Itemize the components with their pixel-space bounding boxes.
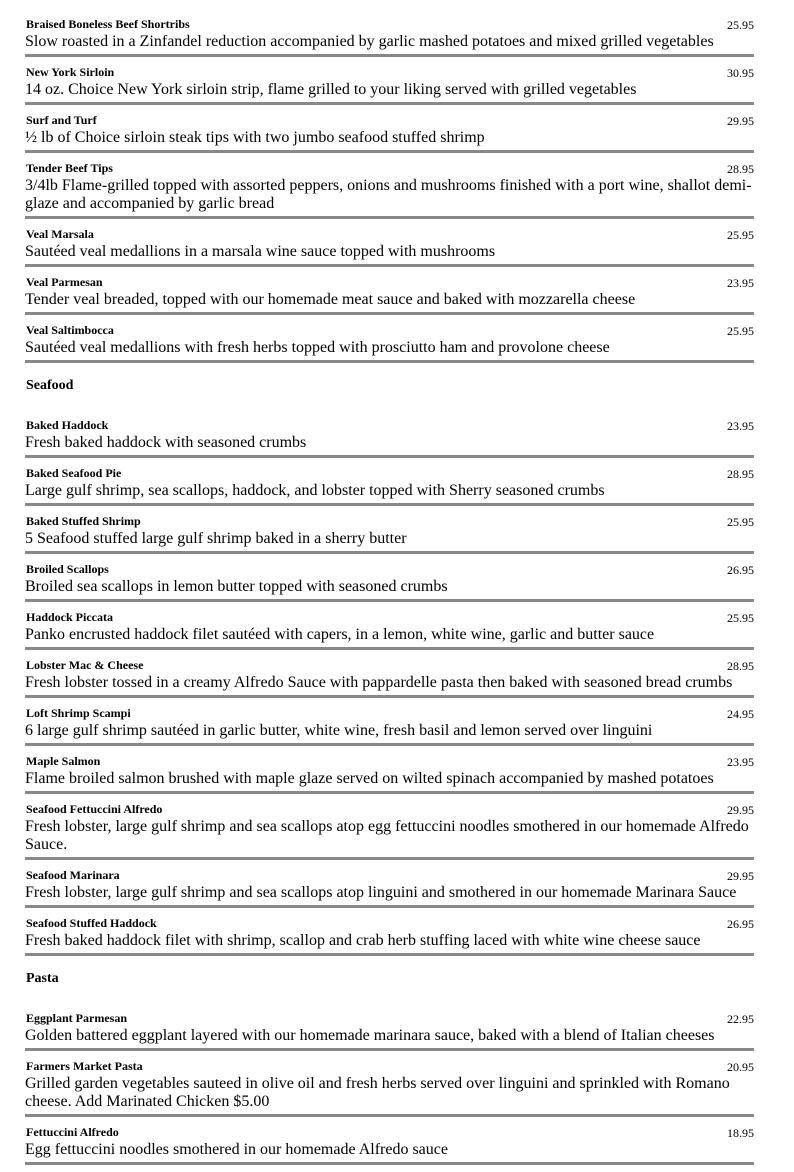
menu-item: [25, 657, 754, 698]
menu-item-description: Fresh lobster tossed in a creamy Alfredo Sauce with pappardelle pasta then baked with seasoned bread crumbs: [25, 674, 733, 691]
menu-item-name: Fettuccini Alfredo: [26, 1125, 119, 1139]
menu-item-header: [25, 322, 754, 339]
menu-item-description: Grilled garden vegetables sauteed in olive oil and fresh herbs served over linguini and sprinkled with Romano cheese. Add Marinated Chicken $5.00: [25, 1075, 730, 1110]
menu-item: [25, 1010, 754, 1051]
menu-item-description: Tender veal breaded, topped with our homemade meat sauce and baked with mozzarella cheese: [25, 291, 636, 308]
menu-item-price: 23.95: [727, 755, 754, 769]
menu-item-price: 28.95: [727, 162, 754, 176]
menu-item-price: 20.95: [727, 1060, 754, 1074]
menu-item-description: Egg fettuccini noodles smothered in our homemade Alfredo sauce: [25, 1141, 448, 1158]
menu-item-description: 5 Seafood stuffed large gulf shrimp baked in a sherry butter: [25, 530, 407, 547]
menu-item-description: Fresh lobster, large gulf shrimp and sea scallops atop linguini and smothered in our homemade Marinara Sauce: [25, 884, 737, 901]
menu-item-name: Maple Salmon: [26, 754, 101, 768]
menu-item-name: Broiled Scallops: [26, 562, 109, 576]
menu-item: [25, 1124, 754, 1165]
menu-item-description: Fresh baked haddock filet with shrimp, scallop and crab herb stuffing laced with white wine cheese sauce: [25, 932, 701, 949]
menu-item: [25, 226, 754, 267]
menu-item-description: Flame broiled salmon brushed with maple glaze served on wilted spinach accompanied by mashed potatoes: [25, 770, 714, 787]
menu-item-price: 28.95: [727, 659, 754, 673]
menu-item-name: Baked Stuffed Shrimp: [26, 514, 141, 528]
menu-item-price: 29.95: [727, 869, 754, 883]
menu-item-header: [25, 915, 754, 932]
menu-item-description: 3/4lb Flame-grilled topped with assorted peppers, onions and mushrooms finished with a port wine, shallot demi-glaze and accompanied by garlic bread: [25, 177, 752, 212]
menu-item-name: Haddock Piccata: [26, 610, 113, 624]
menu-item-name: Baked Seafood Pie: [26, 466, 122, 480]
menu-item-description: 6 large gulf shrimp sautéed in garlic butter, white wine, fresh basil and lemon served over linguini: [25, 722, 653, 739]
menu-item-description: ½ lb of Choice sirloin steak tips with two jumbo seafood stuffed shrimp: [25, 129, 485, 146]
menu-item-header: [25, 801, 754, 818]
menu-item: [25, 322, 754, 363]
menu-item-header: [25, 513, 754, 530]
menu-item-price: 25.95: [727, 228, 754, 242]
menu-item-price: 26.95: [727, 563, 754, 577]
menu-item-name: Veal Saltimbocca: [26, 323, 114, 337]
menu-item-header: [25, 417, 754, 434]
menu-item-price: 18.95: [727, 1126, 754, 1140]
menu-item-price: 25.95: [727, 18, 754, 32]
menu-item-name: Surf and Turf: [26, 113, 97, 127]
menu-item: [25, 705, 754, 746]
menu-item-description: Large gulf shrimp, sea scallops, haddock, and lobster topped with Sherry seasoned crumbs: [25, 482, 605, 499]
menu-item-header: [25, 609, 754, 626]
menu-item-price: 29.95: [727, 803, 754, 817]
menu-item-description: Slow roasted in a Zinfandel reduction accompanied by garlic mashed potatoes and mixed grilled vegetables: [25, 33, 714, 50]
menu-item-price: 23.95: [727, 419, 754, 433]
menu-item: [25, 609, 754, 650]
menu-item-price: 22.95: [727, 1012, 754, 1026]
menu-item-header: [25, 867, 754, 884]
menu-item-name: Veal Parmesan: [26, 275, 103, 289]
menu-item-header: [25, 226, 754, 243]
menu-item-description: Panko encrusted haddock filet sautéed with capers, in a lemon, white wine, garlic and butter sauce: [25, 626, 655, 643]
menu-item: [25, 1058, 754, 1117]
menu-item-name: Braised Boneless Beef Shortribs: [26, 17, 190, 31]
menu-item-description: Golden battered eggplant layered with our homemade marinara sauce, baked with a blend of Italian cheeses: [25, 1027, 715, 1044]
menu-item: [25, 160, 754, 219]
menu-item-header: [25, 112, 754, 129]
menu-item: [25, 801, 754, 860]
menu-item-name: Seafood Marinara: [26, 868, 120, 882]
menu-item: [25, 753, 754, 794]
menu-item-name: Seafood Stuffed Haddock: [26, 916, 157, 930]
section-heading: Pasta: [26, 971, 59, 986]
menu-item-header: [25, 1058, 754, 1075]
menu-item: [25, 915, 754, 956]
menu-item: [25, 16, 754, 57]
menu-item-header: [25, 16, 754, 33]
menu-item-price: 25.95: [727, 611, 754, 625]
menu-item-description: Broiled sea scallops in lemon butter topped with seasoned crumbs: [25, 578, 448, 595]
menu-item-name: Farmers Market Pasta: [26, 1059, 143, 1073]
menu-item: [25, 561, 754, 602]
menu-item-name: Lobster Mac & Cheese: [26, 658, 144, 672]
menu-item-header: [25, 465, 754, 482]
menu-item: [25, 867, 754, 908]
menu-item-name: Tender Beef Tips: [26, 161, 113, 175]
menu-item-price: 29.95: [727, 114, 754, 128]
menu-item-description: Fresh baked haddock with seasoned crumbs: [25, 434, 307, 451]
menu: [25, 16, 754, 1172]
menu-item: [25, 64, 754, 105]
menu-item-header: [25, 160, 754, 177]
menu-item-price: 26.95: [727, 917, 754, 931]
menu-item: [25, 513, 754, 554]
menu-item-description: 14 oz. Choice New York sirloin strip, flame grilled to your liking served with grilled vegetables: [25, 81, 637, 98]
menu-item-price: 28.95: [727, 467, 754, 481]
menu-item-header: [25, 561, 754, 578]
menu-item-header: [25, 64, 754, 81]
menu-item-header: [25, 753, 754, 770]
menu-item-header: [25, 705, 754, 722]
menu-item-name: Baked Haddock: [26, 418, 109, 432]
menu-item-header: [25, 1010, 754, 1027]
menu-item-header: [25, 657, 754, 674]
menu-item-header: [25, 274, 754, 291]
menu-item-price: 30.95: [727, 66, 754, 80]
menu-item-name: Loft Shrimp Scampi: [26, 706, 131, 720]
menu-item: [25, 417, 754, 458]
menu-item-price: 25.95: [727, 515, 754, 529]
menu-item-name: Seafood Fettuccini Alfredo: [26, 802, 163, 816]
menu-item-name: Veal Marsala: [26, 227, 94, 241]
menu-item-name: Eggplant Parmesan: [26, 1011, 128, 1025]
menu-item-description: Sautéed veal medallions in a marsala wine sauce topped with mushrooms: [25, 243, 496, 260]
menu-item-description: Sautéed veal medallions with fresh herbs topped with prosciutto ham and provolone cheese: [25, 339, 610, 356]
menu-item: [25, 465, 754, 506]
menu-item-price: 23.95: [727, 276, 754, 290]
section-heading: Seafood: [26, 378, 74, 393]
menu-item-description: Fresh lobster, large gulf shrimp and sea scallops atop egg fettuccini noodles smothered in our homemade Alfredo Sauce.: [25, 818, 749, 853]
menu-item-price: 25.95: [727, 324, 754, 338]
menu-item: [25, 274, 754, 315]
menu-item: [25, 112, 754, 153]
menu-item-header: [25, 1124, 754, 1141]
menu-item-price: 24.95: [727, 707, 754, 721]
menu-item-name: New York Sirloin: [26, 65, 115, 79]
